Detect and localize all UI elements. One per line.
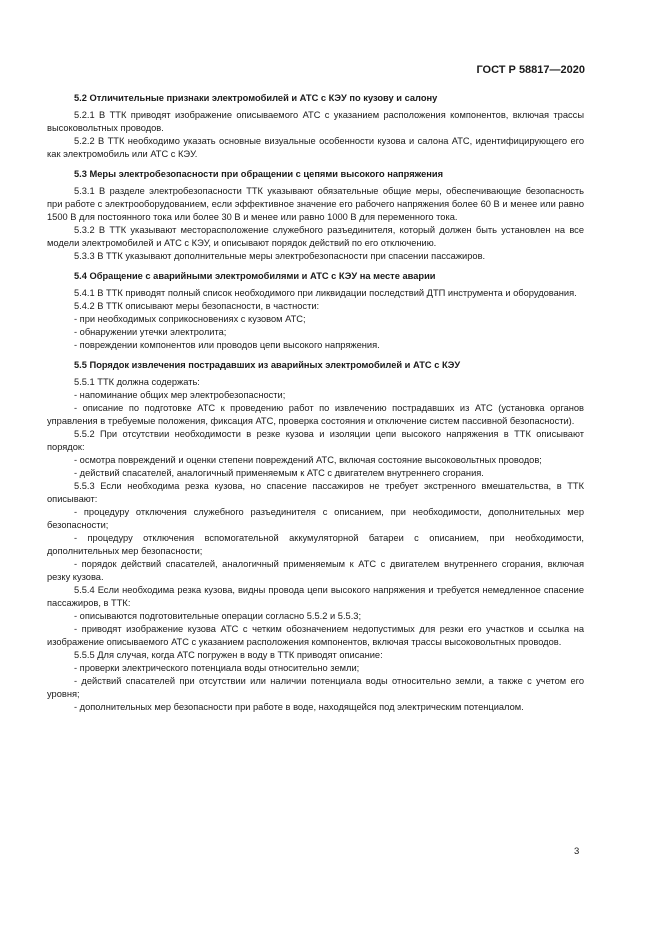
paragraph: - процедуру отключения служебного разъединителя с описанием, при необходимости, дополнительных мер безопасности; (47, 507, 584, 530)
page-number: 3 (574, 846, 580, 857)
section-heading: 5.5 Порядок извлечения пострадавших из аварийных электромобилей и АТС с КЭУ (74, 360, 461, 370)
paragraph: 5.3.3 В ТТК указывают дополнительные меры электробезопасности при спасении пассажиров. (74, 251, 486, 261)
paragraph: - повреждении компонентов или проводов цепи высокого напряжения. (74, 340, 380, 350)
paragraph: - описание по подготовке АТС к проведению работ по извлечению пострадавших из АТС (установка органов управления в требуемые положения, фиксация АТС, проверка состояния и отключение систем пассивной безопасности). (47, 403, 584, 426)
paragraph: - осмотра повреждений и оценки степени повреждений АТС, включая состояние высоковольтных проводов; (74, 455, 542, 465)
section-heading: 5.4 Обращение с аварийными электромобилями и АТС с КЭУ на месте аварии (74, 271, 436, 281)
paragraph: - обнаружении утечки электролита; (74, 327, 227, 337)
paragraph: - при необходимых соприкосновениях с кузовом АТС; (74, 314, 306, 324)
paragraph: - действий спасателей при отсутствии или наличии потенциала воды относительно земли, а также с учетом его уровня; (47, 676, 584, 699)
paragraph: - порядок действий спасателей, аналогичный применяемым к АТС с двигателем внутреннего сгорания, включая резку кузова. (47, 559, 584, 582)
paragraph: 5.5.3 Если необходима резка кузова, но спасение пассажиров не требует экстренного вмешательства, в ТТК описывают: (47, 481, 584, 504)
paragraph: - дополнительных мер безопасности при работе в воде, находящейся под электрическим потенциалом. (74, 702, 524, 712)
paragraph: - процедуру отключения вспомогательной аккумуляторной батареи с описанием, при необходимости, дополнительных мер безопасности; (47, 533, 584, 556)
paragraph: 5.4.2 В ТТК описывают меры безопасности, в частности: (74, 301, 320, 311)
paragraph: - действий спасателей, аналогичный применяемым к АТС с двигателем внутреннего сгорания. (74, 468, 484, 478)
paragraph: - описываются подготовительные операции согласно 5.5.2 и 5.5.3; (74, 611, 362, 621)
section-heading: 5.3 Меры электробезопасности при обращении с цепями высокого напряжения (74, 169, 444, 179)
paragraph: - напоминание общих мер электробезопасности; (74, 390, 286, 400)
document-body (47, 92, 584, 714)
document-code: ГОСТ Р 58817—2020 (476, 64, 585, 76)
paragraph: 5.5.2 При отсутствии необходимости в резке кузова и изоляции цепи высокого напряжения в ТТК описывают порядок: (47, 429, 584, 452)
paragraph: 5.4.1 В ТТК приводят полный список необходимого при ликвидации последствий ДТП инструмента и оборудования. (74, 288, 577, 298)
paragraph: 5.2.1 В ТТК приводят изображение описываемого АТС с указанием расположения компонентов, включая трассы высоковольтных проводов. (47, 110, 584, 133)
section-heading: 5.2 Отличительные признаки электромобилей и АТС с КЭУ по кузову и салону (74, 93, 438, 103)
paragraph: 5.5.5 Для случая, когда АТС погружен в воду в ТТК приводят описание: (74, 650, 383, 660)
paragraph: 5.3.2 В ТТК указывают месторасположение служебного разъединителя, который должен быть установлен на все модели электромобилей и АТС с КЭУ, и описывают порядок действий по его отключению. (47, 225, 584, 248)
paragraph: 5.5.1 ТТК должна содержать: (74, 377, 200, 387)
paragraph: 5.2.2 В ТТК необходимо указать основные визуальные особенности кузова и салона АТС, идентифицирующего его как электромобиль или АТС с КЭУ. (47, 136, 584, 159)
paragraph: 5.5.4 Если необходима резка кузова, видны провода цепи высокого напряжения и требуется немедленное спасение пассажиров, в ТТК: (47, 585, 584, 608)
paragraph: - приводят изображение кузова АТС с четким обозначением недопустимых для резки его участков и ссылка на изображение описываемого АТС с указанием расположения компонентов, включая трассы высоковольтных проводов. (47, 624, 584, 647)
paragraph: 5.3.1 В разделе электробезопасности ТТК указывают обязательные общие меры, обеспечивающие безопасность при работе с электрооборудованием, если эффективное значение его рабочего напряжения более 60 В и менее или равно 1500 В для постоянного тока или более 30 В и менее или равно 1000 В для переменного тока. (47, 186, 584, 222)
paragraph: - проверки электрического потенциала воды относительно земли; (74, 663, 360, 673)
